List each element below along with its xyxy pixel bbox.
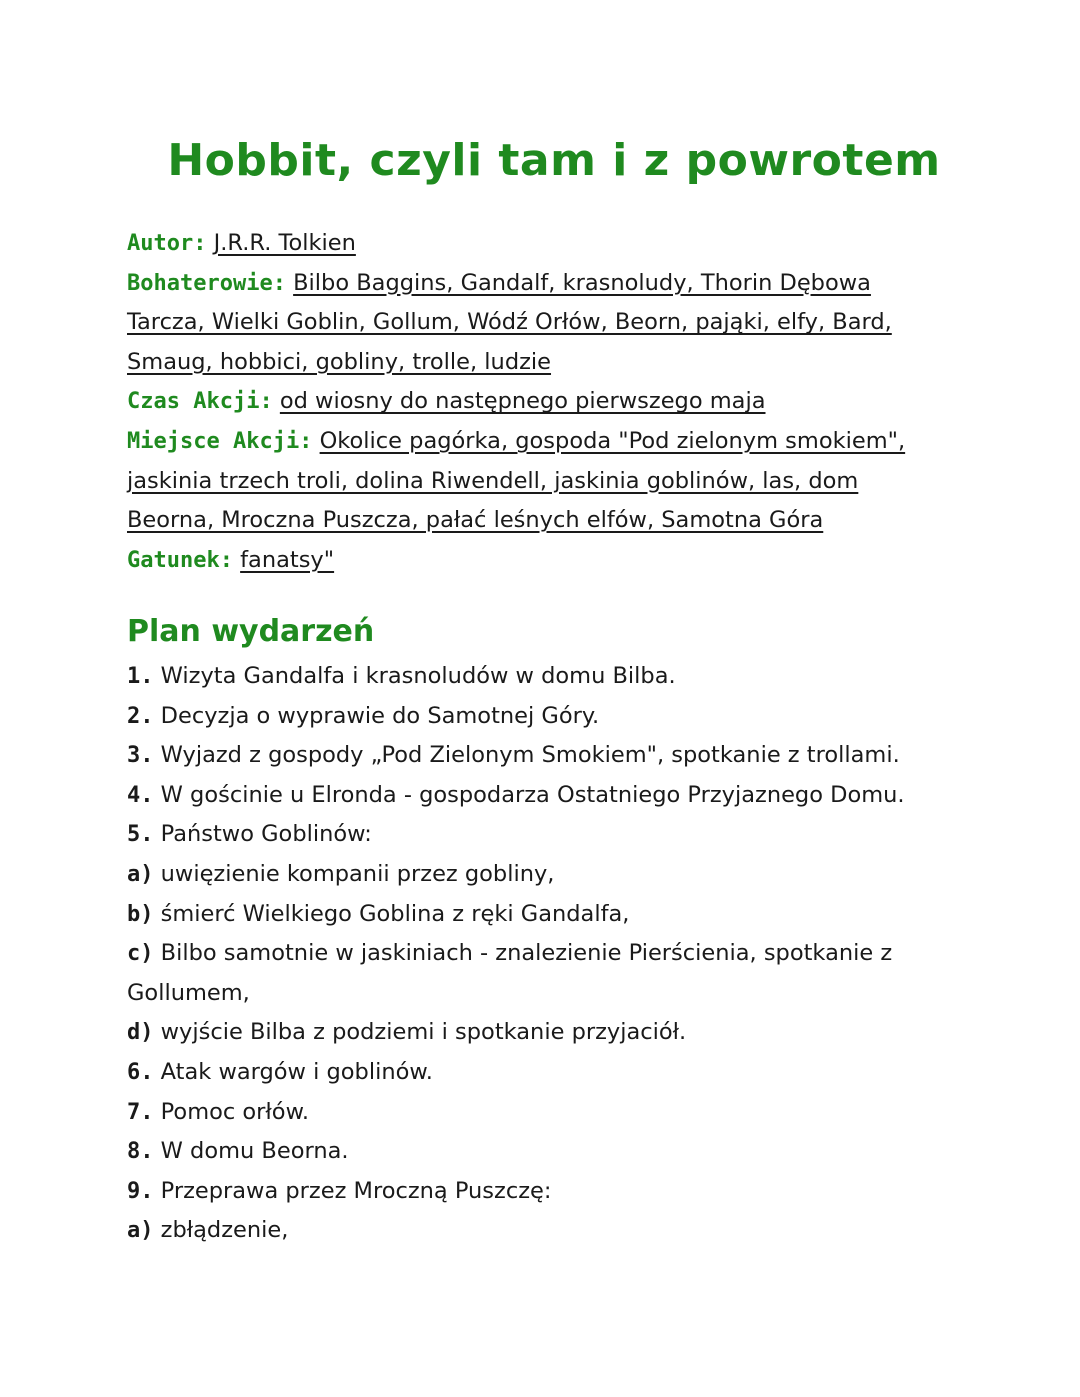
heroes-line-2 [127,303,957,343]
author-line [127,224,957,264]
plan-subitem-marker: a) [127,861,154,887]
plan-subitem-continuation [127,974,927,1014]
place-value-1: Okolice pagórka, gospoda "Pod zielonym smokiem", [319,427,906,454]
place-value-2: jaskinia trzech troli, dolina Riwendell, jaskinia goblinów, las, dom [127,467,859,494]
plan-item-text: Atak wargów i goblinów. [160,1058,433,1085]
plan-item [127,1132,927,1172]
genre-label: Gatunek: [127,547,233,573]
place-value-3: Beorna, Mroczna Puszcza, pałać leśnych elfów, Samotna Góra [127,507,824,534]
plan-subitem-marker: c) [127,941,154,967]
plan-item-marker: 5. [127,822,154,848]
place-label: Miejsce Akcji: [127,428,313,454]
plan-item [127,1172,927,1212]
plan-item-text: Państwo Goblinów: [160,821,372,848]
heroes-value-3: Smaug, hobbici, gobliny, trolle, ludzie [127,348,552,375]
plan-item-text: Przeprawa przez Mroczną Puszczę: [160,1177,552,1204]
document-title: Hobbit, czyli tam i z powrotem [167,135,941,186]
plan-item-marker: 4. [127,782,154,808]
plan-subitem-text: zbłądzenie, [160,1217,289,1244]
plan-subitem-text: śmierć Wielkiego Goblina z ręki Gandalfa, [160,900,630,927]
place-line-3 [127,501,957,541]
heroes-value-1: Bilbo Baggins, Gandalf, krasnoludy, Thorin Dębowa [293,269,871,296]
plan-item-marker: 3. [127,743,154,769]
heroes-line-3 [127,343,957,383]
plan-subitem [127,895,927,935]
plan-subitem-text: Gollumem, [127,979,250,1006]
plan-item [127,657,927,697]
plan-item-marker: 2. [127,703,154,729]
plan-item [127,736,927,776]
heroes-value-2: Tarcza, Wielki Goblin, Gollum, Wódź Orłów, Beorn, pająki, elfy, Bard, [127,309,892,336]
plan-item-text: Decyzja o wyprawie do Samotnej Góry. [160,702,600,729]
plan-subitem [127,1211,927,1251]
plan-item-text: W gościnie u Elronda - gospodarza Ostatniego Przyjaznego Domu. [160,781,905,808]
time-line [127,382,957,422]
plan-heading: Plan wydarzeń [127,614,375,649]
plan-subitem-text: Bilbo samotnie w jaskiniach - znalezienie Pierścienia, spotkanie z [160,940,893,967]
plan-subitem-text: wyjście Bilba z podziemi i spotkanie przyjaciół. [160,1019,687,1046]
plan-subitem [127,1013,927,1053]
book-info [127,224,957,580]
plan-list [127,657,927,1251]
plan-subitem [127,934,927,974]
time-label: Czas Akcji: [127,389,273,415]
plan-item [127,815,927,855]
place-line [127,422,957,462]
plan-subitem-marker: b) [127,901,154,927]
plan-item-marker: 8. [127,1139,154,1165]
plan-item-text: Pomoc orłów. [160,1098,310,1125]
place-line-2 [127,462,957,502]
plan-item-marker: 6. [127,1059,154,1085]
plan-item-text: Wyjazd z gospody „Pod Zielonym Smokiem", spotkanie z trollami. [160,742,900,769]
heroes-line [127,264,957,304]
plan-subitem-marker: a) [127,1218,154,1244]
plan-item-text: Wizyta Gandalfa i krasnoludów w domu Bilba. [160,663,676,689]
plan-item [127,1093,927,1133]
plan-item-marker: 7. [127,1099,154,1125]
plan-item-marker: 1. [127,664,154,689]
heroes-label: Bohaterowie: [127,270,286,296]
plan-item [127,697,927,737]
plan-subitem-text: uwięzienie kompanii przez gobliny, [160,860,555,887]
time-value: od wiosny do następnego pierwszego maja [279,388,766,415]
genre-line [127,541,957,581]
author-label: Autor: [127,231,207,256]
author-value: J.R.R. Tolkien [213,230,356,256]
genre-value: fanatsy" [240,546,335,573]
plan-subitem-marker: d) [127,1020,154,1046]
plan-subitem [127,855,927,895]
plan-item-text: W domu Beorna. [160,1138,349,1165]
plan-item [127,776,927,816]
plan-item-marker: 9. [127,1178,154,1204]
plan-item [127,1053,927,1093]
